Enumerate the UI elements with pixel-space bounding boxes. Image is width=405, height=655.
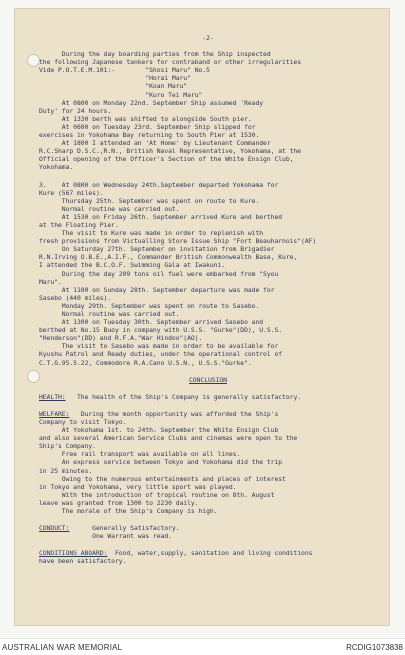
conduct-label: CONDUCT: (39, 524, 70, 533)
text-line: Maru". (39, 277, 62, 286)
text-line: "Koan Maru" (39, 82, 188, 91)
text-line: 3. At 0800 on Wednesday 24th.September departed Yokohama for (39, 180, 279, 189)
text-line: Duty' for 24 hours. (39, 106, 112, 115)
text-line: the following Japanese tankers for contraband or other irregularities (39, 58, 302, 67)
text-line: During the month opportunity was afforded the Ship's (69, 409, 279, 418)
text-line: Kure (567 miles). (39, 188, 104, 197)
text-line: At 1530 on Friday 26th. September arrived Kure and berthed (39, 212, 283, 221)
text-line: Official opening of the Officer's Section of the White Ensign Club, (39, 155, 294, 164)
source-credit: AUSTRALIAN WAR MEMORIAL (2, 643, 123, 652)
text-line: exercises in Yokohama Bay returning to South Pier at 1530. (39, 131, 260, 140)
text-line: "Kuro Tei Maru" (39, 90, 203, 99)
text-line: and also several American Service Clubs and cinemas were open to the (39, 434, 298, 443)
text-line: At 1300 on Tuesday 30th. September arrived Sasebo and (39, 318, 264, 327)
paragraph-section-3 (39, 181, 377, 367)
welfare-label: WELFARE: (39, 409, 70, 418)
text-line: at the Floating Pier. (39, 220, 119, 229)
conclusion-heading: CONCLUSION (189, 375, 227, 384)
document-page (14, 8, 390, 626)
text-line: fresh provisions from Victualling Store Issue Ship "Fort Beauharnois"(AF) (39, 237, 317, 246)
text-line: At 1800 I attended an 'At Home' by Lieutenant Commander (39, 139, 271, 148)
text-line: At 0800 on Monday 22nd. September Ship assumed 'Ready (39, 98, 264, 107)
text-line: Free rail transport was available on all lines. (39, 450, 241, 459)
punch-hole (28, 55, 39, 66)
page-number: -2- (202, 34, 214, 42)
text-line: Generally Satisfactory. (69, 524, 180, 533)
text-line: Normal routine was carried out. (39, 310, 180, 318)
text-line: At 1100 on Sunday 28th. September departure was made for (39, 285, 275, 294)
text-line: leave was granted from 1300 to 2230 daily. (39, 498, 199, 507)
text-line: Sasebo (440 miles). (39, 293, 112, 302)
document-body (39, 34, 377, 565)
text-line: At 0600 on Tuesday 23rd. September Ship slipped for (39, 122, 256, 131)
text-line: Vide P.O.T.E.M.101:- "Shosi Maru" No.5 (39, 66, 210, 75)
welfare-paragraph (39, 410, 377, 515)
text-line: Food, water,supply, sanitation and living conditions (107, 549, 313, 558)
record-id: RCDIG1073838 (346, 643, 403, 652)
text-line: in 25 minutes. (39, 466, 93, 475)
text-line: Kyushu Patrol and Ready duties, under the operational control of (39, 350, 283, 359)
health-paragraph (39, 393, 377, 401)
text-line: The visit to Kure was made in order to replenish with (39, 229, 264, 238)
text-line: At 1330 berth was shifted to alongside South pier. (39, 114, 252, 123)
text-line: During the day 209 tons oil fuel were embarked from "Syou (39, 269, 279, 278)
conditions-label: CONDITIONS ABOARD: (39, 549, 108, 558)
text-line: berthed at No.15 Buoy in company with U.S.S. "Gurke"(DD), U.S.S. (39, 326, 283, 335)
text-line: C.T.G.95.5.22, Commodore R.A.Cano U.S.N., U.S.S."Gurke". (39, 358, 252, 367)
health-label: HEALTH: (39, 392, 66, 401)
text-line: At Yokohama 1st. to 24th. September the White Ensign Club (39, 426, 279, 435)
text-line: "Horai Maru" (39, 74, 191, 83)
conditions-paragraph (39, 549, 377, 565)
text-line: Owing to the numerous entertainments and places of interest (39, 474, 286, 483)
text-line: One Warrant was read. (39, 532, 172, 541)
text-line: Ship's Company. (39, 442, 96, 451)
footer-bar (0, 638, 405, 655)
text-line: On Saturday 27th. September on invitation from Brigadier (39, 245, 275, 254)
paragraph-top (39, 50, 377, 171)
text-line: "Henderson"(DD) and R.F.A."War Hindoo"(AO). (39, 334, 203, 343)
text-line: I attended the B.C.O.F. Swimming Gala at Iwakuni. (39, 261, 226, 270)
text-line: R.C.Sharp D.S.C.,R.N., British Naval Representative, Yokohama, at the (39, 147, 302, 156)
text-line: Thursday 25th. September was spent on route to Kure. (39, 196, 260, 205)
text-line: With the introduction of tropical routine on 8th. August (39, 490, 275, 499)
text-line: have been satisfactory. (39, 557, 127, 566)
text-line: in Tokyo and Yokohama, very little sport was played. (39, 482, 237, 491)
punch-hole (28, 371, 39, 382)
text-line: An express service between Tokyo and Yokohama did the trip (39, 458, 283, 467)
text-line: R.N.Irving O.B.E.,A.I.F., Commander British Commonwealth Base, Kure, (39, 253, 298, 262)
text-line: During the day boarding parties from the Ship inspected (39, 50, 271, 59)
text-line: The morale of the Ship's Company is high. (39, 506, 218, 515)
text-line: Yokohama. (39, 163, 74, 172)
text-line: Normal routine was carried out. (39, 204, 180, 213)
text-line: Monday 29th. September was spent on route to Sasebo. (39, 301, 260, 310)
health-text: The health of the Ship's Company is generally satisfactory. (65, 392, 302, 401)
conduct-paragraph (39, 524, 377, 540)
text-line: Company to visit Tokyo. (39, 417, 127, 426)
text-line: The visit to Sasebo was made in order to be available for (39, 342, 279, 351)
